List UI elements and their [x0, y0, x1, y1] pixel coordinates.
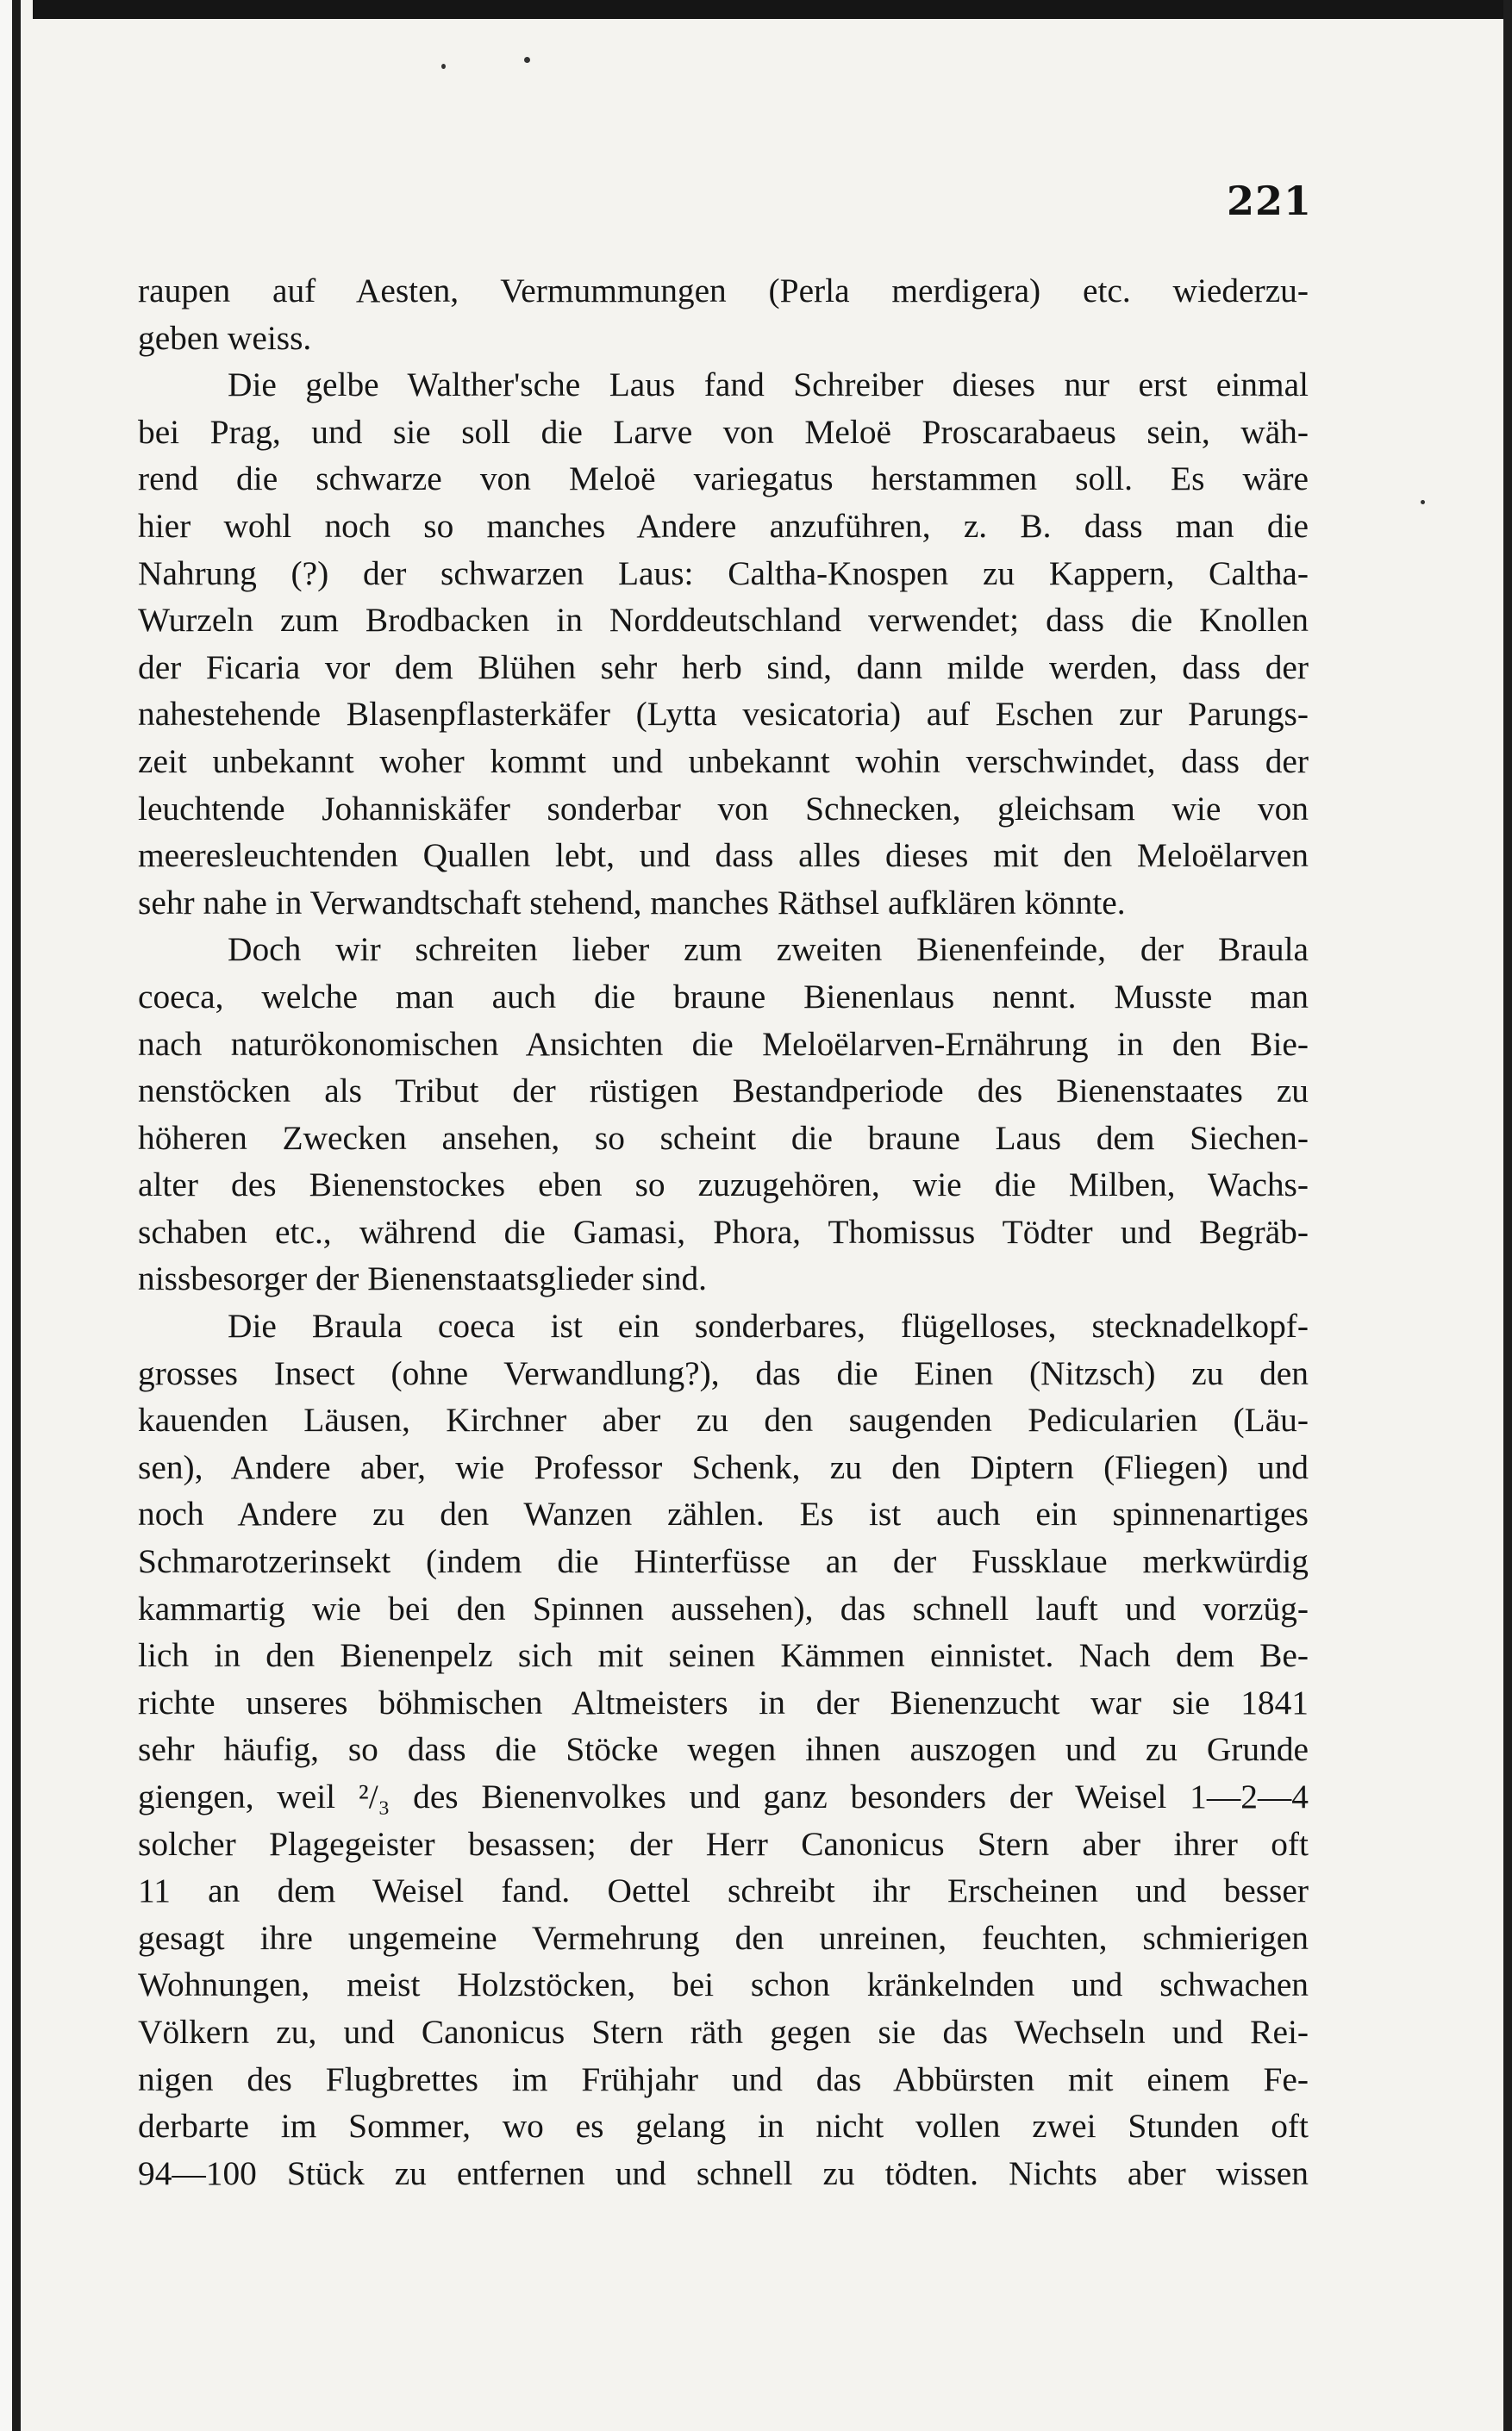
scan-speck	[441, 64, 446, 69]
text-line: coeca, welche man auch die braune Bienenlaus nennt. Musste man	[138, 977, 1309, 1016]
text-line: schaben etc., während die Gamasi, Phora, Thomissus Tödter und Begräb-	[138, 1212, 1309, 1251]
text-line: nissbesorger der Bienenstaatsglieder sind.	[138, 1259, 708, 1298]
text-line: derbarte im Sommer, wo es gelang in nicht vollen zwei Stunden oft	[138, 2107, 1309, 2146]
text-line: sehr häufig, so dass die Stöcke wegen ihnen auszogen und zu Grunde	[138, 1730, 1309, 1769]
text-line: Völkern zu, und Canonicus Stern räth gegen sie das Wechseln und Rei-	[138, 2012, 1309, 2051]
text-line: gesagt ihre ungemeine Vermehrung den unreinen, feuchten, schmierigen	[138, 1918, 1309, 1957]
text-line: Nahrung (?) der schwarzen Laus: Caltha-Knospen zu Kappern, Caltha-	[138, 553, 1309, 592]
text-line: richte unseres böhmischen Altmeisters in der Bienenzucht war sie 1841	[138, 1683, 1309, 1722]
text-line: sehr nahe in Verwandtschaft stehend, manches Räthsel aufklären könnte.	[138, 883, 1126, 922]
text-line: rend die schwarze von Meloë variegatus herstammen soll. Es wäre	[138, 459, 1309, 498]
text-line: raupen auf Aesten, Vermummungen (Perla merdigera) etc. wiederzu-	[138, 272, 1309, 309]
text-line: Wohnungen, meist Holzstöcken, bei schon kränkelnden und schwachen	[138, 1965, 1309, 2004]
text-line: 11 an dem Weisel fand. Oettel schreibt ihr Erscheinen und besser	[138, 1872, 1309, 1910]
text-line: sen), Andere aber, wie Professor Schenk, zu den Diptern (Fliegen) und	[138, 1447, 1309, 1486]
body-text	[138, 267, 1309, 2197]
text-line: noch Andere zu den Wanzen zählen. Es ist auch ein spinnenartiges	[138, 1495, 1309, 1534]
text-line: meeresleuchtenden Quallen lebt, und dass alles dieses mit den Meloëlarven	[138, 836, 1309, 875]
text-line: solcher Plagegeister besassen; der Herr Canonicus Stern aber ihrer oft	[138, 1824, 1309, 1863]
scan-speck	[1421, 500, 1425, 504]
text-line: nigen des Flugbrettes im Frühjahr und das Abbürsten mit einem Fe-	[138, 2059, 1309, 2098]
text-line: kauenden Läusen, Kirchner aber zu den saugenden Pedicularien (Läu-	[138, 1401, 1309, 1440]
text-line: nenstöcken als Tribut der rüstigen Bestandperiode des Bienenstaates zu	[138, 1072, 1309, 1110]
scan-border-right	[1503, 0, 1512, 2431]
text-line: alter des Bienenstockes eben so zuzugehören, wie die Milben, Wachs-	[138, 1166, 1309, 1204]
text-line: giengen, weil ²/₃ des Bienenvolkes und ganz besonders der Weisel 1—2—4	[138, 1778, 1309, 1815]
text-line: Wurzeln zum Brodbacken in Norddeutschland verwendet; dass die Knollen	[138, 601, 1309, 640]
scan-speck	[524, 57, 530, 63]
text-line: der Ficaria vor dem Blühen sehr herb sind, dann milde werden, dass der	[138, 647, 1309, 686]
text-line: grosses Insect (ohne Verwandlung?), das die Einen (Nitzsch) zu den	[138, 1353, 1309, 1392]
text-line: bei Prag, und sie soll die Larve von Meloë Proscarabaeus sein, wäh-	[138, 412, 1309, 451]
text-line: lich in den Bienenpelz sich mit seinen Kämmen einnistet. Nach dem Be-	[138, 1636, 1309, 1675]
text-line: 94—100 Stück zu entfernen und schnell zu tödten. Nichts aber wissen	[138, 2153, 1309, 2192]
text-line: Die gelbe Walther'sche Laus fand Schreiber dieses nur erst einmal	[228, 366, 1309, 404]
text-line: Die Braula coeca ist ein sonderbares, flügelloses, stecknadelkopf-	[228, 1307, 1309, 1346]
scan-border-top	[0, 0, 1512, 19]
text-line: Doch wir schreiten lieber zum zweiten Bienenfeinde, der Braula	[228, 930, 1309, 969]
page-number: 221	[1226, 178, 1312, 224]
text-line: geben weiss.	[138, 318, 312, 357]
text-line: kammartig wie bei den Spinnen aussehen), das schnell lauft und vorzüg-	[138, 1589, 1309, 1628]
text-line: zeit unbekannt woher kommt und unbekannt wohin verschwindet, dass der	[138, 741, 1309, 780]
text-line: nach naturökonomischen Ansichten die Meloëlarven-Ernährung in den Bie-	[138, 1024, 1309, 1063]
scan-border-left	[0, 0, 33, 2431]
text-line: hier wohl noch so manches Andere anzuführen, z. B. dass man die	[138, 506, 1309, 545]
text-line: Schmarotzerinsekt (indem die Hinterfüsse an der Fussklaue merkwürdig	[138, 1542, 1309, 1581]
text-line: leuchtende Johanniskäfer sonderbar von Schnecken, gleichsam wie von	[138, 789, 1309, 828]
text-line: höheren Zwecken ansehen, so scheint die braune Laus dem Siechen-	[138, 1118, 1309, 1157]
text-line: nahestehende Blasenpflasterkäfer (Lytta vesicatoria) auf Eschen zur Parungs-	[138, 695, 1309, 734]
